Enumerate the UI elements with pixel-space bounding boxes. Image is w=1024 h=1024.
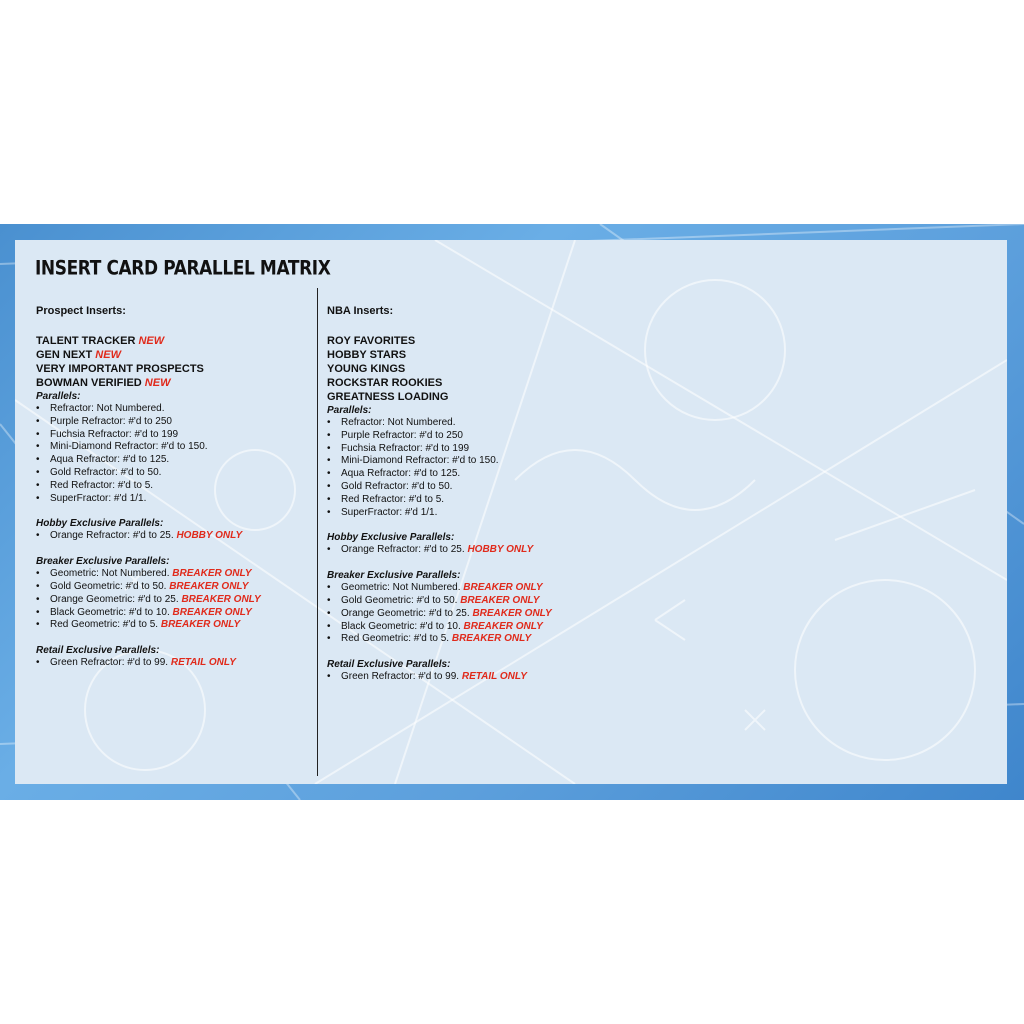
parallel-text: Aqua Refractor: #'d to 125. xyxy=(50,454,170,466)
bullet-icon: • xyxy=(327,633,331,645)
exclusive-tag: BREAKER ONLY xyxy=(172,606,252,618)
insert-name xyxy=(327,376,657,390)
insert-name-text: BOWMAN VERIFIED xyxy=(36,377,142,389)
exclusive-item xyxy=(36,657,311,670)
insert-name-text: GREATNESS LOADING xyxy=(327,391,449,403)
bullet-icon: • xyxy=(36,492,40,504)
exclusive-tag: BREAKER ONLY xyxy=(172,568,252,580)
bullet-icon: • xyxy=(327,506,331,518)
breaker-exclusive-group xyxy=(327,569,657,646)
new-badge: NEW xyxy=(138,335,165,347)
exclusive-item xyxy=(36,530,311,543)
bullet-icon: • xyxy=(36,428,40,440)
retail-exclusive-group xyxy=(327,658,657,684)
hobby-exclusive-group xyxy=(327,531,657,557)
exclusive-text: Green Refractor: #'d to 99. xyxy=(341,671,460,683)
bullet-icon: • xyxy=(36,568,40,580)
insert-name xyxy=(327,348,657,362)
bullet-icon: • xyxy=(36,593,40,605)
parallel-text: Red Refractor: #'d to 5. xyxy=(50,479,154,491)
bullet-icon: • xyxy=(327,468,331,480)
bullet-icon: • xyxy=(36,454,40,466)
exclusive-text: Red Geometric: #'d to 5. xyxy=(50,619,159,631)
bullet-icon: • xyxy=(327,607,331,619)
parallel-text: Fuchsia Refractor: #'d to 199 xyxy=(50,428,179,440)
insert-name xyxy=(36,334,311,348)
exclusive-text: Black Geometric: #'d to 10. xyxy=(341,620,461,632)
exclusive-tag: BREAKER ONLY xyxy=(181,593,261,605)
parallel-text: Purple Refractor: #'d to 250 xyxy=(341,429,463,441)
insert-name-text: VERY IMPORTANT PROSPECTS xyxy=(36,363,204,375)
bullet-icon: • xyxy=(36,479,40,491)
exclusive-text: Orange Refractor: #'d to 25. xyxy=(341,544,465,556)
parallel-item xyxy=(36,403,311,416)
bullet-icon: • xyxy=(327,544,331,556)
slide xyxy=(0,224,1024,800)
exclusive-tag: BREAKER ONLY xyxy=(463,582,543,594)
parallel-item xyxy=(36,429,311,442)
content-panel xyxy=(15,240,1007,784)
exclusive-tag: BREAKER ONLY xyxy=(169,580,249,592)
breaker-exclusive-group xyxy=(36,555,311,632)
exclusive-tag: BREAKER ONLY xyxy=(460,594,540,606)
bullet-icon: • xyxy=(327,442,331,454)
exclusive-text: Orange Geometric: #'d to 25. xyxy=(50,593,179,605)
bullet-icon: • xyxy=(327,493,331,505)
hobby-exclusive-list xyxy=(36,530,311,543)
bullet-icon: • xyxy=(327,417,331,428)
parallel-text: Refractor: Not Numbered. xyxy=(50,403,165,414)
parallel-text: Gold Refractor: #'d to 50. xyxy=(50,466,162,478)
insert-name xyxy=(36,376,311,390)
exclusive-text: Green Refractor: #'d to 99. xyxy=(50,657,169,669)
parallel-text: Fuchsia Refractor: #'d to 199 xyxy=(341,442,470,454)
bullet-icon: • xyxy=(36,530,40,542)
bullet-icon: • xyxy=(327,455,331,467)
breaker-exclusive-label: Breaker Exclusive Parallels: xyxy=(327,570,461,582)
exclusive-text: Gold Geometric: #'d to 50. xyxy=(50,580,167,592)
bullet-icon: • xyxy=(36,403,40,414)
parallel-item xyxy=(327,468,657,481)
breaker-exclusive-list xyxy=(327,582,657,646)
breaker-exclusive-label: Breaker Exclusive Parallels: xyxy=(36,556,170,568)
exclusive-text: Orange Geometric: #'d to 25. xyxy=(341,607,470,619)
exclusive-item xyxy=(327,633,657,646)
parallel-item xyxy=(36,454,311,467)
exclusive-item xyxy=(36,607,311,620)
new-badge: NEW xyxy=(95,349,121,361)
parallel-text: Aqua Refractor: #'d to 125. xyxy=(341,468,461,480)
insert-name-text: HOBBY STARS xyxy=(327,349,407,361)
parallels-list xyxy=(36,403,311,505)
bullet-icon: • xyxy=(36,466,40,478)
insert-name-text: ROY FAVORITES xyxy=(327,335,416,347)
exclusive-tag: BREAKER ONLY xyxy=(463,620,543,632)
column-heading: Prospect Inserts: xyxy=(36,305,126,317)
parallel-text: Refractor: Not Numbered. xyxy=(341,417,456,428)
bullet-icon: • xyxy=(36,619,40,631)
exclusive-item xyxy=(327,608,657,621)
exclusive-tag: RETAIL ONLY xyxy=(170,657,236,669)
insert-name-text: GEN NEXT xyxy=(36,349,93,361)
exclusive-text: Geometric: Not Numbered. xyxy=(341,582,461,594)
prospect-column xyxy=(36,305,311,670)
exclusive-item xyxy=(36,581,311,594)
insert-name-text: ROCKSTAR ROOKIES xyxy=(327,377,443,389)
retail-exclusive-label: Retail Exclusive Parallels: xyxy=(36,645,160,657)
parallel-item xyxy=(36,493,311,506)
exclusive-item xyxy=(36,594,311,607)
bullet-icon: • xyxy=(36,580,40,592)
retail-exclusive-label: Retail Exclusive Parallels: xyxy=(327,659,451,671)
exclusive-text: Orange Refractor: #'d to 25. xyxy=(50,530,174,542)
parallel-item xyxy=(327,507,657,520)
insert-name xyxy=(36,362,311,376)
parallels-label: Parallels: xyxy=(36,391,81,402)
bullet-icon: • xyxy=(327,671,331,683)
exclusive-item xyxy=(327,595,657,608)
exclusive-text: Black Geometric: #'d to 10. xyxy=(50,606,170,618)
exclusive-text: Gold Geometric: #'d to 50. xyxy=(341,594,458,606)
parallel-item xyxy=(327,481,657,494)
exclusive-item xyxy=(327,582,657,595)
parallel-item xyxy=(327,494,657,507)
new-badge: NEW xyxy=(144,377,171,389)
hobby-exclusive-label: Hobby Exclusive Parallels: xyxy=(36,518,164,530)
exclusive-tag: BREAKER ONLY xyxy=(160,619,241,631)
exclusive-item xyxy=(36,619,311,632)
retail-exclusive-list xyxy=(36,657,311,670)
parallel-item xyxy=(327,430,657,443)
hobby-exclusive-label: Hobby Exclusive Parallels: xyxy=(327,532,455,544)
bullet-icon: • xyxy=(327,594,331,606)
exclusive-item xyxy=(327,671,657,684)
exclusive-item xyxy=(36,568,311,581)
bullet-icon: • xyxy=(327,480,331,492)
exclusive-tag: RETAIL ONLY xyxy=(461,671,527,683)
hobby-exclusive-group xyxy=(36,517,311,543)
retail-exclusive-list xyxy=(327,671,657,684)
bullet-icon: • xyxy=(36,441,40,453)
bullet-icon: • xyxy=(327,582,331,594)
parallel-item xyxy=(327,417,657,430)
insert-name xyxy=(36,348,311,362)
insert-name-text: TALENT TRACKER xyxy=(36,335,136,347)
parallel-item xyxy=(36,416,311,429)
bullet-icon: • xyxy=(36,657,40,669)
retail-exclusive-group xyxy=(36,644,311,670)
exclusive-item xyxy=(327,621,657,634)
parallels-label: Parallels: xyxy=(327,405,372,416)
parallel-text: Mini-Diamond Refractor: #'d to 150. xyxy=(341,455,499,467)
parallel-text: SuperFractor: #'d 1/1. xyxy=(341,506,438,518)
parallel-text: Purple Refractor: #'d to 250 xyxy=(50,415,172,427)
parallel-item xyxy=(36,480,311,493)
hobby-exclusive-list xyxy=(327,544,657,557)
insert-name xyxy=(327,334,657,348)
insert-name xyxy=(327,362,657,376)
bullet-icon: • xyxy=(36,415,40,427)
bullet-icon: • xyxy=(327,620,331,632)
nba-column xyxy=(327,305,657,684)
parallel-item xyxy=(327,455,657,468)
parallel-text: Red Refractor: #'d to 5. xyxy=(341,493,445,505)
parallel-item xyxy=(36,467,311,480)
bullet-icon: • xyxy=(327,429,331,441)
parallel-text: SuperFractor: #'d 1/1. xyxy=(50,492,147,504)
page-title: INSERT CARD PARALLEL MATRIX xyxy=(35,257,331,280)
parallel-item xyxy=(327,443,657,456)
parallel-text: Gold Refractor: #'d to 50. xyxy=(341,480,453,492)
column-heading: NBA Inserts: xyxy=(327,305,394,317)
exclusive-text: Red Geometric: #'d to 5. xyxy=(341,633,450,645)
insert-name xyxy=(327,390,657,404)
parallels-list xyxy=(327,417,657,519)
exclusive-text: Geometric: Not Numbered. xyxy=(50,568,170,580)
exclusive-tag: BREAKER ONLY xyxy=(451,633,532,645)
bullet-icon: • xyxy=(36,606,40,618)
parallel-text: Mini-Diamond Refractor: #'d to 150. xyxy=(50,441,208,453)
exclusive-tag: HOBBY ONLY xyxy=(467,544,534,556)
exclusive-item xyxy=(327,544,657,557)
column-divider xyxy=(317,288,318,776)
parallel-item xyxy=(36,441,311,454)
insert-name-text: YOUNG KINGS xyxy=(327,363,406,375)
exclusive-tag: BREAKER ONLY xyxy=(472,607,552,619)
exclusive-tag: HOBBY ONLY xyxy=(176,530,243,542)
breaker-exclusive-list xyxy=(36,568,311,632)
